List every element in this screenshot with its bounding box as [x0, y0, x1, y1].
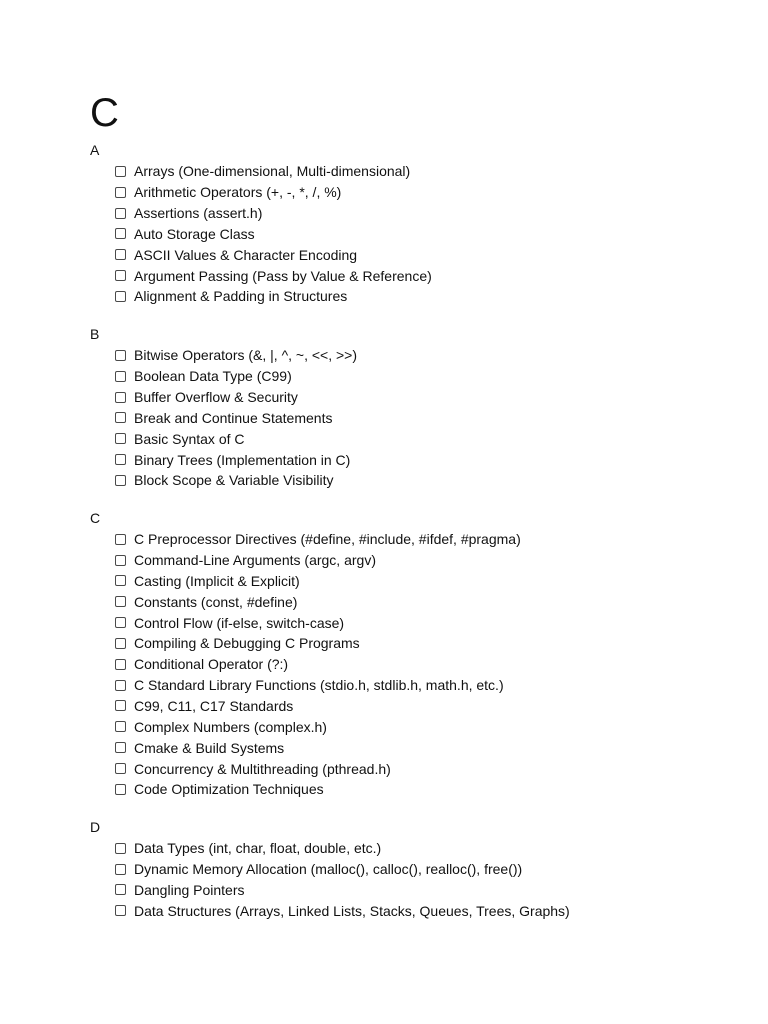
checklist-item — [90, 838, 750, 859]
checkbox[interactable] — [115, 350, 126, 361]
checklist-item — [90, 737, 750, 758]
checklist — [90, 529, 750, 800]
checklist-item-label: Cmake & Build Systems — [134, 739, 285, 756]
checklist-item-label: Complex Numbers (complex.h) — [134, 718, 327, 735]
checkbox[interactable] — [115, 700, 126, 711]
checkbox[interactable] — [115, 784, 126, 795]
checkbox[interactable] — [115, 680, 126, 691]
checkbox[interactable] — [115, 742, 126, 753]
checklist-item — [90, 407, 750, 428]
checklist — [90, 838, 750, 921]
checkbox[interactable] — [115, 187, 126, 198]
checkbox[interactable] — [115, 659, 126, 670]
checklist-item-label: Concurrency & Multithreading (pthread.h) — [134, 760, 391, 777]
checklist-item — [90, 387, 750, 408]
checklist-item-label: Command-Line Arguments (argc, argv) — [134, 552, 376, 569]
checklist-item-label: Bitwise Operators (&, |, ^, ~, <<, >>) — [134, 347, 358, 364]
checklist-item — [90, 550, 750, 571]
checklist-item — [90, 716, 750, 737]
checkbox[interactable] — [115, 864, 126, 875]
section-b — [90, 324, 750, 491]
checklist-item-label: Control Flow (if-else, switch-case) — [134, 614, 345, 631]
checklist-item — [90, 779, 750, 800]
checklist-item — [90, 449, 750, 470]
checklist-item — [90, 224, 750, 245]
checklist-item-label: Code Optimization Techniques — [134, 781, 324, 798]
section-letter: A — [90, 142, 100, 158]
checklist-item-label: Data Types (int, char, float, double, etc.) — [134, 840, 382, 857]
checkbox[interactable] — [115, 412, 126, 423]
checklist-item — [90, 470, 750, 491]
checkbox[interactable] — [115, 454, 126, 465]
checkbox[interactable] — [115, 249, 126, 260]
checkbox[interactable] — [115, 228, 126, 239]
section-c — [90, 508, 750, 800]
checklist-item-label: C Standard Library Functions (stdio.h, stdlib.h, math.h, etc.) — [134, 677, 504, 694]
section-letter: D — [90, 818, 101, 835]
checkbox[interactable] — [115, 475, 126, 486]
checklist-item-label: Block Scope & Variable Visibility — [134, 472, 334, 489]
checkbox[interactable] — [115, 433, 126, 444]
checklist-item-label: Arithmetic Operators (+, -, *, /, %) — [134, 184, 342, 201]
checklist-item-label: C99, C11, C17 Standards — [134, 697, 294, 714]
checklist-item — [90, 182, 750, 203]
checklist-item-label: Basic Syntax of C — [134, 430, 245, 447]
checklist-item-label: Buffer Overflow & Security — [134, 389, 298, 406]
checklist-item — [90, 900, 750, 921]
checklist-item — [90, 859, 750, 880]
checklist-item — [90, 428, 750, 449]
checkbox[interactable] — [115, 166, 126, 177]
checklist-item — [90, 758, 750, 779]
checkbox[interactable] — [115, 270, 126, 281]
checklist-item-label: Binary Trees (Implementation in C) — [134, 451, 351, 468]
checkbox[interactable] — [115, 371, 126, 382]
checkbox[interactable] — [115, 555, 126, 566]
checklist-item-label: Alignment & Padding in Structures — [134, 288, 348, 305]
checklist-item — [90, 366, 750, 387]
section-letter: B — [90, 325, 100, 342]
checklist-item-label: Conditional Operator (?:) — [134, 656, 289, 673]
checkbox[interactable] — [115, 884, 126, 895]
checklist-item — [90, 286, 750, 307]
checklist-item — [90, 675, 750, 696]
page-title: C — [90, 91, 119, 135]
checklist-item-label: Constants (const, #define) — [134, 593, 298, 610]
checklist-item-label: C Preprocessor Directives (#define, #include, #ifdef, #pragma) — [134, 531, 521, 548]
checkbox[interactable] — [115, 617, 126, 628]
checklist-item-label: Argument Passing (Pass by Value & Reference) — [134, 267, 432, 284]
checklist-item-label: Arrays (One-dimensional, Multi-dimensional) — [134, 163, 411, 180]
checklist-item — [90, 654, 750, 675]
checkbox[interactable] — [115, 843, 126, 854]
checklist-item-label: Dynamic Memory Allocation (malloc(), calloc(), realloc(), free()) — [134, 861, 523, 878]
checkbox[interactable] — [115, 575, 126, 586]
checkbox[interactable] — [115, 392, 126, 403]
topic-sections — [90, 140, 750, 938]
checklist-item-label: Boolean Data Type (C99) — [134, 368, 292, 385]
checklist-item — [90, 696, 750, 717]
checklist-item-label: Casting (Implicit & Explicit) — [134, 572, 300, 589]
checklist-item — [90, 203, 750, 224]
checklist-item — [90, 879, 750, 900]
checklist-item — [90, 161, 750, 182]
checklist-item — [90, 591, 750, 612]
checklist-item — [90, 265, 750, 286]
checklist — [90, 161, 750, 307]
checklist-item — [90, 633, 750, 654]
checklist-item-label: Auto Storage Class — [134, 225, 255, 242]
checklist-item-label: Dangling Pointers — [134, 881, 245, 898]
checkbox[interactable] — [115, 534, 126, 545]
section-a — [90, 140, 750, 307]
checklist-item-label: Compiling & Debugging C Programs — [134, 635, 360, 652]
checklist-item — [90, 529, 750, 550]
checkbox[interactable] — [115, 291, 126, 302]
checklist-item — [90, 244, 750, 265]
section-d — [90, 817, 750, 921]
section-letter: C — [90, 509, 101, 526]
checklist-item-label: Break and Continue Statements — [134, 409, 333, 426]
checklist-item — [90, 571, 750, 592]
checkbox[interactable] — [115, 905, 126, 916]
checklist — [90, 345, 750, 491]
checkbox[interactable] — [115, 208, 126, 219]
checklist-item-label: ASCII Values & Character Encoding — [134, 246, 358, 263]
checkbox[interactable] — [115, 638, 126, 649]
checklist-item — [90, 612, 750, 633]
checklist-item-label: Data Structures (Arrays, Linked Lists, Stacks, Queues, Trees, Graphs) — [134, 902, 570, 919]
checkbox[interactable] — [115, 596, 126, 607]
checklist-item-label: Assertions (assert.h) — [134, 205, 263, 222]
checkbox[interactable] — [115, 721, 126, 732]
checklist-item — [90, 345, 750, 366]
checkbox[interactable] — [115, 763, 126, 774]
